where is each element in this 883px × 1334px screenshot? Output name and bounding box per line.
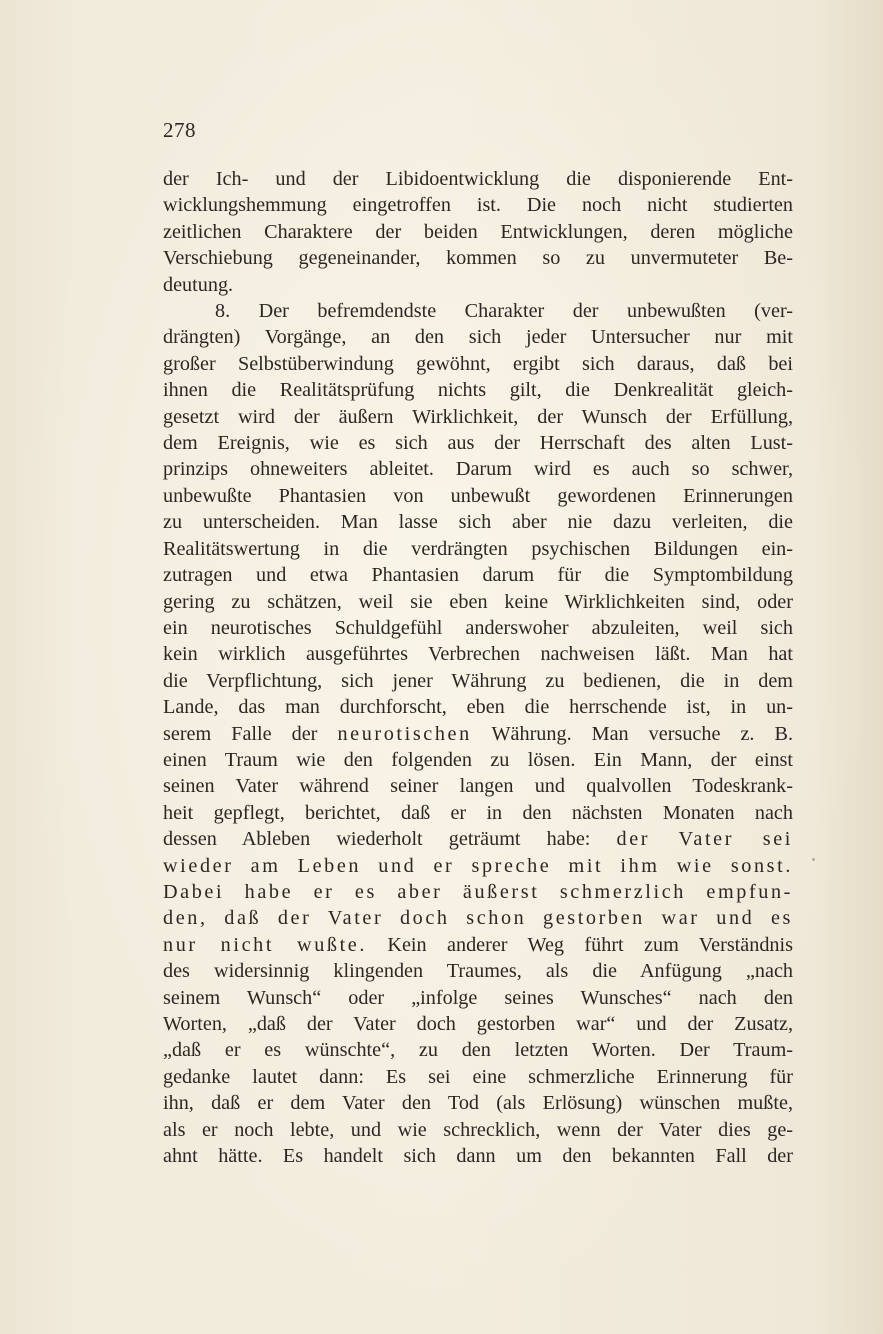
text-segment: deutung. [163,273,234,296]
body-text [163,166,793,1169]
text-line [163,589,793,615]
text-segment: als er noch lebte, und wie schrecklich, wenn der Vater dies ge- [163,1118,793,1141]
text-line [163,641,793,667]
text-segment: dem Ereignis, wie es sich aus der Herrschaft des alten Lust- [163,432,793,455]
paper-speck [812,858,815,861]
text-segment: der Ich- und der Libidoentwicklung die disponierende Ent- [163,168,793,190]
text-line [163,404,793,430]
page-number: 278 [163,118,196,142]
text-segment: „daß er es wünschte“, zu den letzten Worten. Der Traum- [163,1039,793,1062]
text-line [163,615,793,641]
text-segment: ihnen die Realitätsprüfung nichts gilt, die Denkrealität gleich- [163,379,793,402]
text-segment: wicklungshemmung eingetroffen ist. Die noch nicht studierten [163,194,793,217]
text-line [163,562,793,588]
text-segment: 8. Der befremdendste Charakter der unbewußten (ver- [215,300,793,323]
text-line [163,219,793,245]
text-line [163,377,793,403]
text-line [163,272,793,298]
text-line [163,1037,793,1063]
text-line [163,1090,793,1116]
emphasized-text: Dabei habe er es aber äußerst schmerzlich empfun- [163,880,793,903]
text-segment: großer Selbstüberwindung gewöhnt, ergibt sich daraus, daß bei [163,352,793,375]
text-segment: prinzips ohneweiters ableitet. Darum wird es auch so schwer, [163,458,793,481]
emphasized-text: den, daß der Vater doch schon gestorben war und es [163,907,793,930]
text-line [163,958,793,984]
text-line [163,351,793,377]
text-segment: zutragen und etwa Phantasien darum für die Symptombildung [163,564,793,587]
text-segment: unbewußte Phantasien von unbewußt gewordenen Erinnerungen [163,484,793,507]
text-segment: des widersinnig klingenden Traumes, als die Anfügung „nach [163,960,793,983]
text-segment: Verschiebung gegeneinander, kommen so zu unvermuteter Be- [163,247,793,270]
text-segment: ahnt hätte. Es handelt sich dann um den bekannten Fall der [163,1145,793,1168]
text-line [163,430,793,456]
text-segment: zu unterscheiden. Man lasse sich aber nie dazu verleiten, die [163,511,793,534]
text-line [163,1011,793,1037]
text-line [163,1117,793,1143]
emphasized-text: nur nicht wußte. [163,933,368,956]
text-segment: Kein anderer Weg führt zum Verständnis [367,933,793,956]
text-line [163,456,793,482]
text-line [163,324,793,350]
text-line [163,721,793,747]
emphasized-text: neurotischen [337,722,472,745]
text-segment: ein neurotisches Schuldgefühl anderswoher abzuleiten, weil sich [163,616,793,639]
text-line [163,932,793,958]
text-segment: Realitätswertung in die verdrängten psychischen Bildungen ein- [163,537,793,560]
text-segment: Währung. Man versuche z. B. [471,722,794,745]
text-segment: dessen Ableben wiederholt geträumt habe: [163,828,617,851]
text-line [163,1143,793,1169]
text-line [163,773,793,799]
text-line [163,245,793,271]
text-segment: ihn, daß er dem Vater den Tod (als Erlösung) wünschen mußte, [163,1092,793,1115]
text-line [163,826,793,852]
text-line [163,192,793,218]
text-line [163,747,793,773]
text-line [163,509,793,535]
text-line [163,536,793,562]
text-line [163,905,793,931]
text-line [163,1064,793,1090]
text-segment: seinem Wunsch“ oder „infolge seines Wunsches“ nach den [163,986,793,1009]
text-line [163,985,793,1011]
text-line [163,800,793,826]
text-line [163,298,793,324]
emphasized-text: der Vater sei [616,828,793,851]
text-line [163,694,793,720]
text-segment: serem Falle der [163,722,338,745]
text-segment: kein wirklich ausgeführtes Verbrechen nachweisen läßt. Man hat [163,643,793,666]
text-line [163,879,793,905]
text-line [163,166,793,192]
text-segment: gedanke lautet dann: Es sei eine schmerzliche Erinnerung für [163,1065,793,1088]
text-line [163,853,793,879]
text-line [163,483,793,509]
text-segment: zeitlichen Charaktere der beiden Entwicklungen, deren mögliche [163,220,793,243]
text-segment: gering zu schätzen, weil sie eben keine Wirklichkeiten sind, oder [163,590,793,613]
text-segment: die Verpflichtung, sich jener Währung zu bedienen, die in dem [163,669,793,692]
text-segment: drängten) Vorgänge, an den sich jeder Untersucher nur mit [163,326,793,349]
text-segment: Lande, das man durchforscht, eben die herrschende ist, in un- [163,696,793,719]
text-segment: gesetzt wird der äußern Wirklichkeit, der Wunsch der Erfüllung, [163,405,793,428]
emphasized-text: wieder am Leben und er spreche mit ihm wie sonst. [163,854,793,877]
text-segment: heit gepflegt, berichtet, daß er in den nächsten Monaten nach [163,801,793,824]
text-segment: Worten, „daß der Vater doch gestorben war“ und der Zusatz, [163,1013,793,1035]
text-line [163,668,793,694]
text-segment: seinen Vater während seiner langen und qualvollen Todeskrank- [163,775,793,798]
text-segment: einen Traum wie den folgenden zu lösen. Ein Mann, der einst [163,748,793,771]
